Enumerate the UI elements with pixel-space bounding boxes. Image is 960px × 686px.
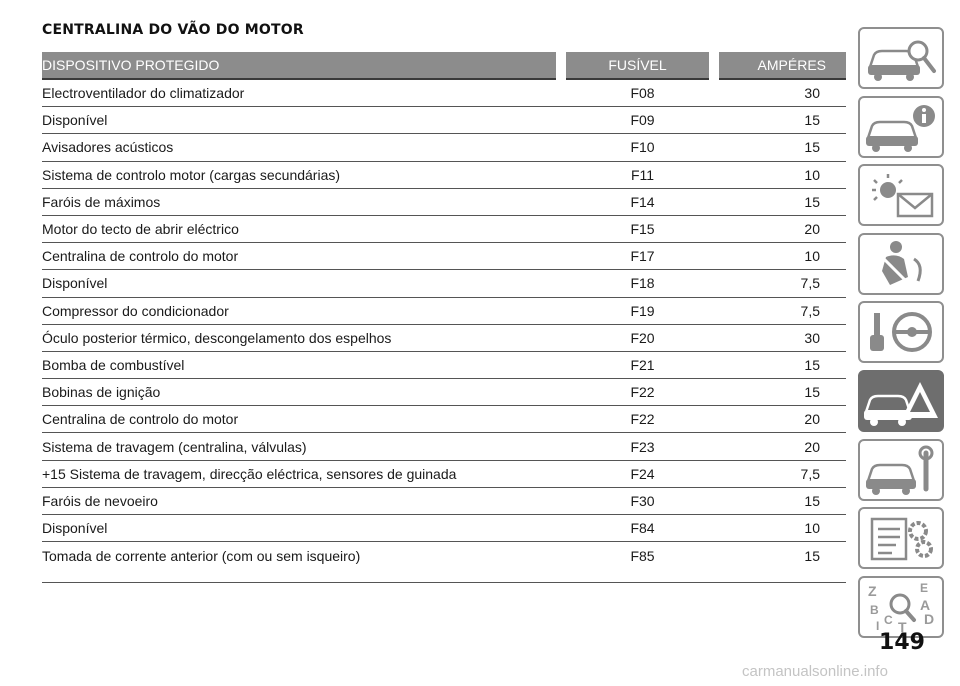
cell-protected-device: Avisadores acústicos [42,134,561,161]
index-letter: A [920,596,931,613]
index-letter: T [898,618,907,634]
table-row [42,161,846,188]
table-row [42,134,846,161]
cell-amperes: 10 [714,243,846,270]
cell-protected-device: Disponível [42,515,561,542]
fuse-table [42,52,846,583]
cell-amperes: 20 [714,215,846,242]
cell-fuse: F85 [561,542,714,583]
cell-amperes: 10 [714,161,846,188]
table-row [42,515,846,542]
cell-fuse: F23 [561,433,714,460]
warning-lights-message-icon [862,168,940,222]
cell-protected-device: Óculo posterior térmico, descongelamento dos espelhos [42,324,561,351]
tab-maintenance[interactable] [858,439,944,501]
car-emergency-warning-icon [862,374,940,428]
cell-amperes: 7,5 [714,270,846,297]
cell-protected-device: Faróis de nevoeiro [42,487,561,514]
tab-emergency[interactable] [858,370,944,432]
index-letter: Z [868,582,877,599]
table-row [42,433,846,460]
cell-fuse: F19 [561,297,714,324]
cell-fuse: F08 [561,79,714,107]
header-protected-device: DISPOSITIVO PROTEGIDO [42,52,561,79]
cell-amperes: 15 [714,188,846,215]
tab-safety[interactable] [858,233,944,295]
cell-amperes: 15 [714,134,846,161]
table-row [42,542,846,583]
cell-fuse: F21 [561,351,714,378]
car-info-icon [862,100,940,154]
table-row [42,324,846,351]
cell-protected-device: Disponível [42,107,561,134]
car-wrench-icon [862,443,940,497]
table-row [42,460,846,487]
table-row [42,270,846,297]
table-row [42,215,846,242]
seatbelt-airbag-icon [862,237,940,291]
header-fuse: FUSÍVEL [561,52,714,79]
cell-fuse: F15 [561,215,714,242]
table-row [42,297,846,324]
cell-amperes: 15 [714,107,846,134]
cell-amperes: 30 [714,324,846,351]
index-letter: E [920,580,929,595]
header-amperes: AMPÉRES [714,52,846,79]
cell-protected-device: Faróis de máximos [42,188,561,215]
index-letter: I [876,618,880,633]
cell-fuse: F24 [561,460,714,487]
chapter-nav [858,27,946,644]
car-search-icon [862,31,940,85]
cell-amperes: 7,5 [714,460,846,487]
page-number: 149 [879,630,925,655]
table-row [42,487,846,514]
cell-protected-device: Bomba de combustível [42,351,561,378]
alphabetical-index-search-icon [862,580,940,634]
cell-amperes: 10 [714,515,846,542]
tab-car-search[interactable] [858,27,944,89]
cell-protected-device: Centralina de controlo do motor [42,243,561,270]
cell-fuse: F22 [561,406,714,433]
table-row [42,406,846,433]
cell-amperes: 30 [714,79,846,107]
index-letter: B [870,602,879,617]
tab-warning-lights-messages[interactable] [858,164,944,226]
cell-protected-device: Bobinas de ignição [42,379,561,406]
tab-alphabetical-index[interactable] [858,576,944,638]
cell-fuse: F17 [561,243,714,270]
cell-protected-device: Tomada de corrente anterior (com ou sem isqueiro) [42,542,561,583]
cell-amperes: 15 [714,379,846,406]
cell-fuse: F14 [561,188,714,215]
cell-fuse: F20 [561,324,714,351]
index-letter: D [924,610,935,627]
table-header-row [42,52,846,79]
table-row [42,79,846,107]
cell-protected-device: Sistema de controlo motor (cargas secundárias) [42,161,561,188]
cell-protected-device: Disponível [42,270,561,297]
cell-protected-device: Electroventilador do climatizador [42,79,561,107]
cell-amperes: 15 [714,351,846,378]
cell-fuse: F30 [561,487,714,514]
cell-protected-device: +15 Sistema de travagem, direcção eléctrica, sensores de guinada [42,460,561,487]
table-row [42,351,846,378]
cell-fuse: F10 [561,134,714,161]
cell-protected-device: Compressor do condicionador [42,297,561,324]
watermark: carmanualsonline.info [742,663,888,680]
cell-amperes: 20 [714,433,846,460]
key-steering-wheel-icon [862,305,940,359]
tab-car-info[interactable] [858,96,944,158]
cell-amperes: 20 [714,406,846,433]
cell-fuse: F22 [561,379,714,406]
cell-amperes: 15 [714,487,846,514]
table-row [42,243,846,270]
cell-fuse: F18 [561,270,714,297]
cell-amperes: 15 [714,542,846,583]
cell-fuse: F09 [561,107,714,134]
cell-amperes: 7,5 [714,297,846,324]
technical-data-gears-icon [862,511,940,565]
cell-protected-device: Centralina de controlo do motor [42,406,561,433]
cell-protected-device: Sistema de travagem (centralina, válvulas) [42,433,561,460]
table-row [42,188,846,215]
section-title: CENTRALINA DO VÃO DO MOTOR [42,22,304,38]
cell-fuse: F11 [561,161,714,188]
tab-starting-driving[interactable] [858,301,944,363]
cell-protected-device: Motor do tecto de abrir eléctrico [42,215,561,242]
index-letter: C [884,612,893,627]
table-body [42,79,846,583]
table-row [42,379,846,406]
table-row [42,107,846,134]
tab-technical-data[interactable] [858,507,944,569]
cell-fuse: F84 [561,515,714,542]
